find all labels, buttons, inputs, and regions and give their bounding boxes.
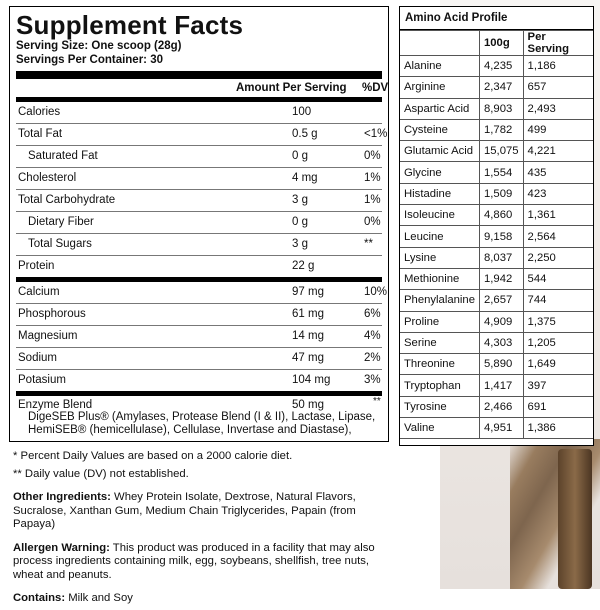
amino-row — [400, 396, 593, 417]
enzyme-description: DigeSEB Plus® (Amylases, Protease Blend (I & II), Lactase, Lipase, HemiSEB® (hemicellulase), Cellulase, Invertase and Diastase), — [28, 411, 376, 436]
amino-per-100g: 4,951 — [479, 418, 523, 439]
amino-per-serving: 1,649 — [523, 354, 593, 375]
amino-per-100g: 1,554 — [479, 162, 523, 183]
amino-name: Tryptophan — [400, 375, 479, 396]
nutrient-label: Saturated Fat — [28, 150, 98, 162]
nutrient-label: Dietary Fiber — [28, 216, 94, 228]
amino-name: Methionine — [400, 268, 479, 289]
nutrient-amount: 14 mg — [292, 330, 324, 342]
nutrient-row — [16, 234, 382, 255]
allergen-warning — [13, 542, 393, 583]
amino-per-serving: 1,386 — [523, 418, 593, 439]
amino-row — [400, 354, 593, 375]
nutrient-dv: 6% — [364, 308, 381, 320]
nutrient-dv: 1% — [364, 194, 381, 206]
amino-per-serving: 1,205 — [523, 332, 593, 353]
enzyme-amount: 50 mg — [292, 399, 324, 411]
amino-per-serving: 2,564 — [523, 226, 593, 247]
nutrient-row — [16, 190, 382, 211]
amino-header-row — [400, 31, 593, 56]
nutrient-amount: 4 mg — [292, 172, 318, 184]
amino-per-100g: 15,075 — [479, 141, 523, 162]
amino-per-100g: 1,509 — [479, 183, 523, 204]
other-ingredients-text: Whey Protein Isolate, Dextrose, Natural Flavors, Sucralose, Xanthan Gum, Medium Chain Triglycerides, Papain (from Papaya) — [13, 491, 356, 530]
amino-name: Serine — [400, 332, 479, 353]
supplement-facts-panel — [9, 6, 389, 442]
nutrient-amount: 0 g — [292, 216, 308, 228]
amino-name: Leucine — [400, 226, 479, 247]
nutrient-row — [16, 370, 382, 391]
amino-per-serving: 2,250 — [523, 247, 593, 268]
amino-per-serving: 1,361 — [523, 205, 593, 226]
nutrient-amount: 47 mg — [292, 352, 324, 364]
nutrient-row — [16, 146, 382, 167]
nutrient-dv: ** — [364, 238, 373, 250]
other-ingredients-label: Other Ingredients: — [13, 491, 111, 503]
amino-name: Alanine — [400, 56, 479, 77]
nutrient-amount: 22 g — [292, 260, 315, 272]
amino-name: Lysine — [400, 247, 479, 268]
amino-per-serving: 435 — [523, 162, 593, 183]
amino-header-name — [400, 31, 479, 56]
amino-per-serving: 691 — [523, 396, 593, 417]
amino-row — [400, 268, 593, 289]
allergen-label: Allergen Warning: — [13, 541, 110, 554]
amino-per-serving: 744 — [523, 290, 593, 311]
nutrient-amount: 104 mg — [292, 374, 331, 386]
amino-row — [400, 56, 593, 77]
nutrient-amount: 100 — [292, 106, 312, 118]
amino-name: Arginine — [400, 77, 479, 98]
nutrient-row — [16, 304, 382, 325]
amino-per-100g: 5,890 — [479, 354, 523, 375]
amino-row — [400, 205, 593, 226]
nutrient-label: Phosphorous — [18, 308, 86, 320]
nutrient-row — [16, 124, 388, 145]
amino-title: Amino Acid Profile — [400, 7, 593, 30]
amino-per-100g: 4,860 — [479, 205, 523, 226]
nutrient-row — [16, 102, 382, 123]
amino-per-100g: 8,903 — [479, 98, 523, 119]
allergen-text: This product was produced in a facility that may also process ingredients containing milk, egg, soybeans, shellfish, tree nuts, wheat and peanuts. — [13, 541, 375, 581]
nutrient-dv: 1% — [364, 172, 381, 184]
nutrient-label: Total Carbohydrate — [18, 194, 116, 206]
amino-header-serving: Per Serving — [523, 31, 593, 56]
amino-per-serving: 397 — [523, 375, 593, 396]
note-daily-values: * Percent Daily Values are based on a 2000 calorie diet. — [13, 450, 293, 462]
amino-row — [400, 247, 593, 268]
amino-acid-panel — [399, 6, 594, 446]
amino-per-serving: 1,375 — [523, 311, 593, 332]
amino-per-100g: 2,466 — [479, 396, 523, 417]
nutrient-label: Cholesterol — [18, 172, 77, 184]
contains — [13, 592, 393, 606]
amino-per-serving: 657 — [523, 77, 593, 98]
nutrient-amount: 61 mg — [292, 308, 324, 320]
amino-header-100g: 100g — [479, 31, 523, 56]
amino-per-100g: 2,657 — [479, 290, 523, 311]
nutrient-dv: 4% — [364, 330, 381, 342]
background-wood-post — [558, 449, 592, 589]
nutrient-dv: 2% — [364, 352, 381, 364]
serving-size: Serving Size: One scoop (28g) — [16, 40, 182, 52]
amino-row — [400, 418, 593, 439]
amino-per-serving: 423 — [523, 183, 593, 204]
nutrient-label: Total Sugars — [28, 238, 92, 250]
amino-per-serving: 499 — [523, 119, 593, 140]
facts-header-row — [16, 79, 389, 97]
enzyme-dv: ** — [373, 396, 381, 407]
note-dv-not-established: ** Daily value (DV) not established. — [13, 467, 189, 480]
amino-row — [400, 98, 593, 119]
nutrient-label: Calcium — [18, 286, 60, 298]
amino-name: Phenylalanine — [400, 290, 479, 311]
servings-per-container: Servings Per Container: 30 — [16, 54, 163, 66]
header-amount: Amount Per Serving — [236, 82, 347, 94]
amino-name: Threonine — [400, 354, 479, 375]
amino-table — [400, 30, 593, 439]
amino-per-100g: 1,942 — [479, 268, 523, 289]
amino-row — [400, 162, 593, 183]
amino-row — [400, 183, 593, 204]
amino-name: Histadine — [400, 183, 479, 204]
nutrient-dv: 3% — [364, 374, 381, 386]
nutrient-amount: 3 g — [292, 238, 308, 250]
amino-per-100g: 8,037 — [479, 247, 523, 268]
nutrient-label: Calories — [18, 106, 61, 118]
header-dv: %DV — [362, 82, 389, 94]
amino-name: Cysteine — [400, 119, 479, 140]
nutrient-dv: 10% — [364, 286, 388, 298]
enzyme-blend-row — [16, 396, 382, 436]
nutrient-label: Sodium — [18, 352, 57, 364]
amino-row — [400, 375, 593, 396]
amino-per-100g: 4,303 — [479, 332, 523, 353]
amino-name: Proline — [400, 311, 479, 332]
amino-per-100g: 1,417 — [479, 375, 523, 396]
nutrient-rows — [16, 102, 388, 391]
nutrient-row — [16, 326, 382, 347]
nutrient-row — [16, 348, 382, 369]
nutrient-row — [16, 168, 382, 189]
amino-name: Tyrosine — [400, 396, 479, 417]
amino-row — [400, 332, 593, 353]
amino-per-100g: 4,909 — [479, 311, 523, 332]
other-ingredients — [13, 491, 393, 532]
facts-title: Supplement Facts — [16, 10, 244, 40]
amino-per-100g: 9,158 — [479, 226, 523, 247]
amino-row — [400, 311, 593, 332]
nutrient-label: Total Fat — [18, 128, 63, 140]
contains-label: Contains: — [13, 592, 66, 604]
amino-per-100g: 4,235 — [479, 56, 523, 77]
enzyme-label: Enzyme Blend — [18, 399, 93, 411]
nutrient-amount: 0 g — [292, 150, 308, 162]
nutrient-label: Protein — [18, 260, 55, 272]
amino-row — [400, 141, 593, 162]
nutrient-label: Potasium — [18, 374, 66, 386]
nutrient-row — [16, 212, 382, 233]
nutrient-dv: <1% — [364, 128, 388, 140]
nutrient-dv: 0% — [364, 216, 381, 228]
amino-per-serving: 1,186 — [523, 56, 593, 77]
amino-row — [400, 77, 593, 98]
amino-per-serving: 544 — [523, 268, 593, 289]
contains-text: Milk and Soy — [65, 592, 133, 604]
amino-name: Isoleucine — [400, 205, 479, 226]
nutrient-row — [16, 282, 388, 303]
amino-per-serving: 4,221 — [523, 141, 593, 162]
nutrient-dv: 0% — [364, 150, 381, 162]
divider-thick — [16, 71, 382, 79]
amino-per-100g: 2,347 — [479, 77, 523, 98]
amino-per-serving: 2,493 — [523, 98, 593, 119]
amino-row — [400, 119, 593, 140]
nutrient-amount: 97 mg — [292, 286, 324, 298]
nutrient-amount: 3 g — [292, 194, 308, 206]
amino-name: Glutamic Acid — [400, 141, 479, 162]
amino-per-100g: 1,782 — [479, 119, 523, 140]
footnotes — [13, 450, 393, 610]
amino-name: Aspartic Acid — [400, 98, 479, 119]
nutrient-label: Magnesium — [18, 330, 78, 342]
amino-name: Glycine — [400, 162, 479, 183]
amino-row — [400, 290, 593, 311]
amino-row — [400, 226, 593, 247]
amino-name: Valine — [400, 418, 479, 439]
nutrient-amount: 0.5 g — [292, 128, 318, 140]
nutrient-row — [16, 256, 382, 277]
